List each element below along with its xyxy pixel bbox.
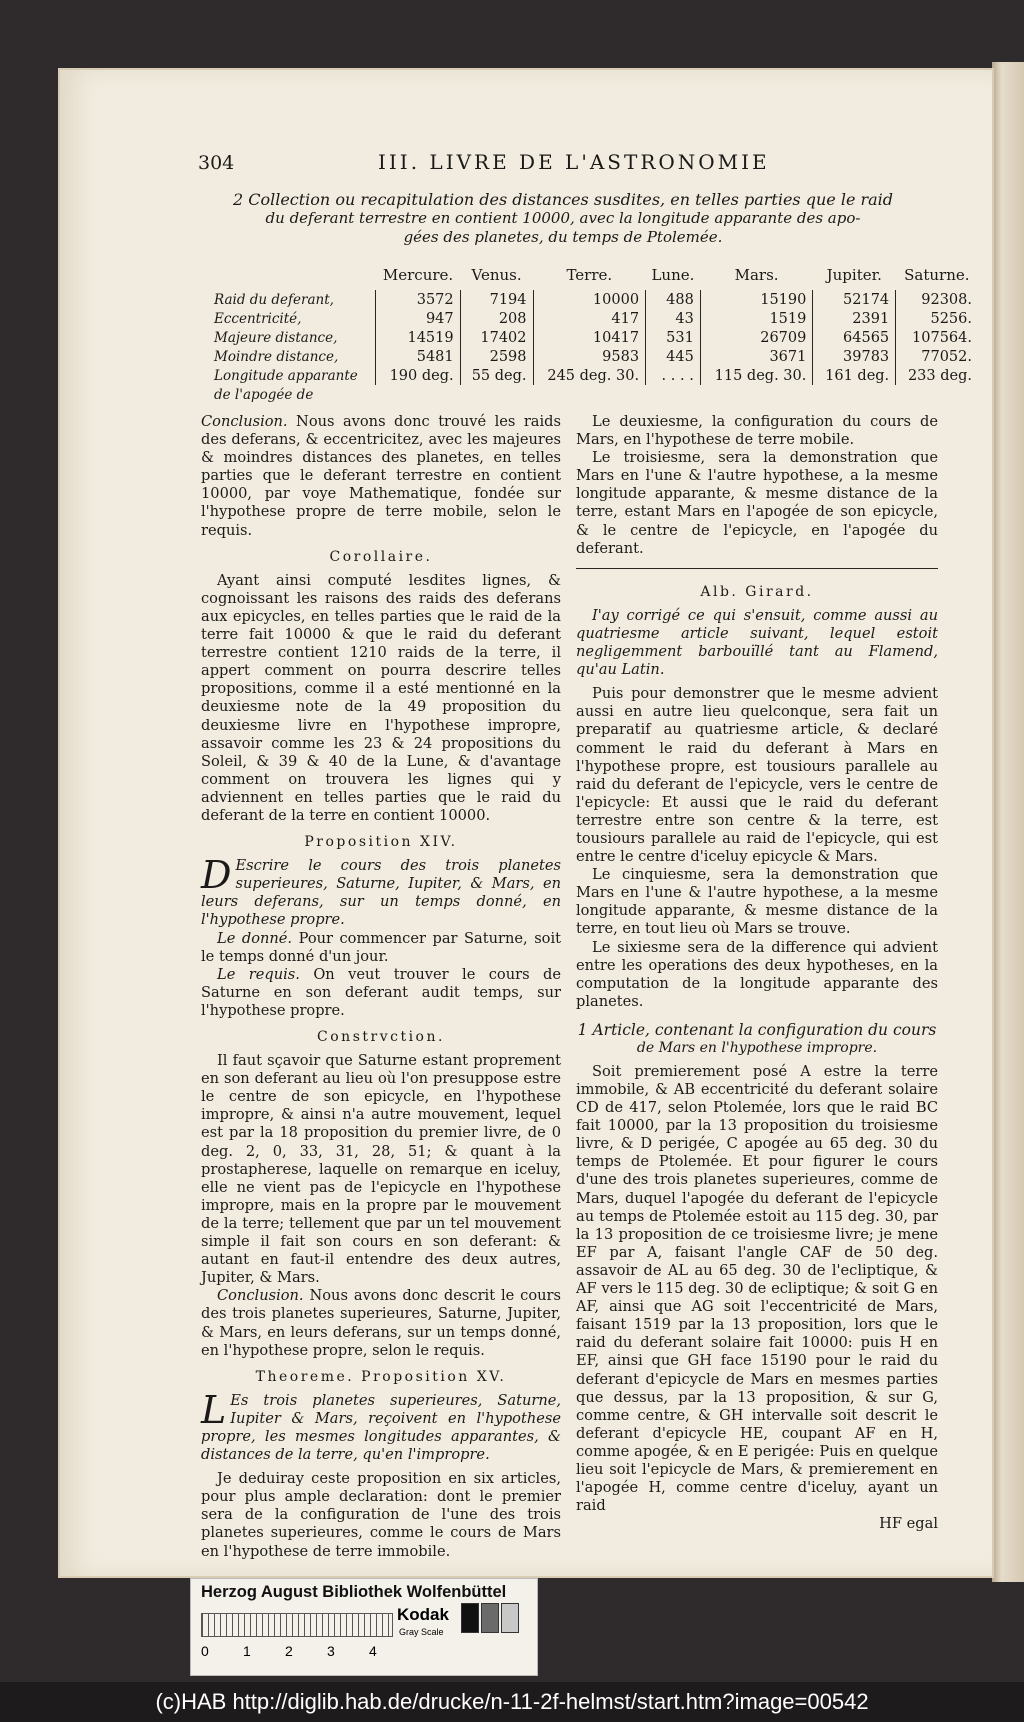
source-url: (c)HAB http://diglib.hab.de/drucke/n-11-2f-helmst/start.htm?image=00542 <box>0 1682 1024 1722</box>
table-row <box>208 290 978 309</box>
book-page <box>58 68 994 1578</box>
deuxiesme-paragraph: Le deuxiesme, la configuration du cours de Mars, en l'hypothese de terre mobile. <box>576 413 938 449</box>
drop-cap: L <box>201 1387 227 1432</box>
table-cell: 14519 <box>376 328 460 347</box>
page-number: 304 <box>198 152 235 174</box>
table-cell: 43 <box>646 309 701 328</box>
table-cell: 208 <box>460 309 533 328</box>
distance-table-header <box>208 266 978 290</box>
drop-cap: D <box>201 853 232 898</box>
table-cell: 52174 <box>813 290 896 309</box>
ruler-number: 1 <box>243 1643 251 1659</box>
table-cell: 3671 <box>700 347 813 366</box>
table-cell: 245 deg. 30. <box>533 366 646 385</box>
column-header: Terre. <box>566 266 613 284</box>
table-cell: 947 <box>376 309 460 328</box>
table-row <box>208 309 978 328</box>
table-corner <box>208 266 376 290</box>
row-label: Eccentricité, <box>214 310 302 327</box>
column-header: Saturne. <box>904 266 970 284</box>
construction-heading: Constrvction. <box>317 1029 445 1045</box>
girard-note: I'ay corrigé ce qui s'ensuit, comme aussi au quatriesme article suivant, lequel estoit negligemment barbouïllé tant au Flamend, qu'au Latin. <box>576 606 938 679</box>
girard-heading: Alb. Girard. <box>700 583 814 600</box>
table-cell: 1519 <box>700 309 813 328</box>
table-cell: 417 <box>533 309 646 328</box>
table-cell: 7194 <box>460 290 533 309</box>
proposition-xiv-text: Escrire le cours des trois planetes superieures, Saturne, Iupiter, & Mars, en leurs deferans, sur un temps donné, en l'hypothese propre. <box>201 857 561 929</box>
table-caption-line-2: du deferant terrestre en contient 10000, avec la longitude apparante des apo- <box>265 209 861 227</box>
library-name: Herzog August Bibliothek Wolfenbüttel <box>201 1583 507 1601</box>
table-cell: 161 deg. <box>813 366 896 385</box>
running-head: III. LIVRE DE L'ASTRONOMIE <box>378 150 770 174</box>
theoreme-heading: Theoreme. Proposition XV. <box>255 1368 507 1385</box>
proposition-xiv-statement <box>201 853 561 929</box>
ruler-number: 2 <box>285 1643 293 1659</box>
row-label: Raid du deferant, <box>214 291 334 308</box>
conclusion-paragraph <box>201 413 561 540</box>
table-caption-line-3: gées des planetes, du temps de Ptolemée. <box>403 228 723 246</box>
requis-text: On veut trouver le cours de Saturne en son deferant audit temps, sur l'hypothese propre. <box>201 965 561 1019</box>
gray-scale-label: Gray Scale <box>399 1627 444 1637</box>
conclusion-label: Conclusion. <box>201 413 288 430</box>
table-cell: 5256. <box>896 309 978 328</box>
table-caption <box>228 190 898 247</box>
conclusion-text: Nous avons donc trouvé les raids des deferans, & eccentricitez, avec les majeures & moindres distances des planetes, en telles parties que le deferant terrestre en contient 10000, par voye Mathematique, fondée sur l'hypothese propre de terre mobile, selon le requis. <box>201 413 561 539</box>
table-cell: 488 <box>646 290 701 309</box>
column-header: Jupiter. <box>826 266 882 284</box>
requis-label: Le requis. <box>217 965 300 983</box>
conclusion-2-paragraph <box>201 1287 561 1359</box>
table-row <box>208 385 978 404</box>
table-cell: 17402 <box>460 328 533 347</box>
scale-ruler <box>201 1613 393 1637</box>
donne-label: Le donné. <box>217 929 293 947</box>
row-label: Longitude apparante <box>214 367 358 384</box>
catchword: HF egal <box>879 1515 938 1533</box>
ruler-number: 0 <box>201 1643 209 1659</box>
construction-text: Il faut sçavoir que Saturne estant proprement en son deferant au lieu où l'on presuppose estre le centre de son epicycle, en l'hypothese impropre, & ainsi n'a autre mouvement, lequel est par la 18 proposition du premier livre, de 0 deg. 2, 0, 33, 31, 28, 51; & quant à la prostapherese, laquelle on remarque en iceluy, elle ne vient pas de l'epicycle en l'hypothese impropre, mais en la propre par le mouvement de la terre; tellement que par un tel mouvement simple il fait son cours en son deferant: & autant en faut-il entendre des deux autres, Jupiter, & Mars. <box>201 1052 561 1287</box>
table-row <box>208 328 978 347</box>
table-cell: 190 deg. <box>376 366 460 385</box>
column-header: Mars. <box>734 266 779 284</box>
kodak-logo: Kodak <box>397 1605 449 1624</box>
table-cell: 10000 <box>533 290 646 309</box>
color-target-card <box>190 1578 538 1676</box>
table-cell: 5481 <box>376 347 460 366</box>
table-cell: 107564. <box>896 328 978 347</box>
table-cell: 233 deg. <box>896 366 978 385</box>
preparatif-paragraph: Puis pour demonstrer que le mesme advient aussi en autre lieu quelconque, sera fait un preparatif au quatriesme article, & declaré comment le raid du deferant à Mars en l'hypothese propre, est tousiours parallele au raid du deferant de l'epicycle, vers le centre de l'epicycle: Et aussi que le raid du deferant terrestre entre son centre & la terre, est tousiours parallele au raid de l'epicycle, qui est entre le centre d'iceluy epicycle & Mars. <box>576 685 938 866</box>
article-1-title-line: 1 Article, contenant la configuration du cours <box>577 1020 937 1039</box>
table-cell: 9583 <box>533 347 646 366</box>
row-label: Moindre distance, <box>214 348 339 365</box>
facing-page-edge <box>992 62 1024 1582</box>
corollaire-heading: Corollaire. <box>329 548 433 565</box>
row-label-continuation: de l'apogée de <box>214 386 314 403</box>
cinquiesme-paragraph: Le cinquiesme, sera la demonstration que Mars en l'une & l'autre hypothese, a la mesme longitude apparante, & mesme distance de la terre, en tout lieu où Mars se trouve. <box>576 866 938 938</box>
table-cell: 55 deg. <box>460 366 533 385</box>
ruler-number: 4 <box>369 1643 377 1659</box>
table-cell: 39783 <box>813 347 896 366</box>
column-header: Venus. <box>471 266 522 284</box>
column-header: Mercure. <box>382 266 454 284</box>
six-articles-paragraph: Je deduiray ceste proposition en six articles, pour plus ample declaration: dont le premier sera de la configuration de l'une des trois planetes superieures, comme le cours de Mars en l'hypothese de terre immobile. <box>201 1470 561 1560</box>
table-cell: 2598 <box>460 347 533 366</box>
corollaire-text: Ayant ainsi computé lesdites lignes, & cognoissant les raisons des raids des deferans aux epicycles, en telles parties que le raid de la terre fait 10000 & que le raid du deferant terrestre contient 1210 raids de la terre, il appert comment on pourra descrire telles propositions, comme il a esté mentionné en la deuxiesme note de la 49 proposition du deuxiesme livre en l'hypothese impropre, assavoir comme les 23 & 24 propositions du Soleil, & 39 & 40 de la Lune, & d'avantage comment on trouvera les lignes qui y adviennent en telles parties que le raid du deferant de la terre en contient 10000. <box>201 571 561 824</box>
conclusion-2-label: Conclusion. <box>217 1287 304 1305</box>
table-cell: 3572 <box>376 290 460 309</box>
article-1-subtitle: de Mars en l'hypothese impropre. <box>636 1039 878 1056</box>
table-cell: 92308. <box>896 290 978 309</box>
soit-paragraph: Soit premierement posé A estre la terre immobile, & AB eccentricité du deferant solaire CD de 417, selon Ptolemée, lors que le raid BC fait 10000, par la 13 proposition du troisiesme livre, & D perigée, C apogée au 65 deg. 30 du temps de Ptolemée. Et pour figurer le cours d'une des trois planetes superieures, comme de Mars, duquel l'apogée du deferant de l'epicycle au temps de Ptolemée estoit au 115 deg. 30, par la 13 proposition de ce troisiesme livre; je mene EF par A, faisant l'angle CAF de 50 deg. assavoir de AL au 65 deg. 30 de l'ecliptique, & AF vers le 115 deg. 30 de ecliptique; & soit G en AF, ainsi que AG soit l'eccentricité de Mars, faisant 1519 par la 13 proposition, lors que le raid du deferant solaire fait 10000: puis H en EF, ainsi que GH face 15190 pour le raid du deferant d'epicycle de Mars en mesmes parties que dessus, par la 13 proposition, & sur G, comme centre, & GH intervalle soit descrit le deferant d'epicycle HE, coupant AF en H, comme apogée, & en E perigée: Puis en quelque lieu soit l'epicycle de Mars, & premierement en l'apogée H, comme centre d'iceluy, ayant un raid <box>576 1062 938 1515</box>
sixiesme-paragraph: Le sixiesme sera de la difference qui advient entre les operations des deux hypotheses, en la computation de la longitude apparante des planetes. <box>576 938 938 1010</box>
table-cell: 2391 <box>813 309 896 328</box>
donne-text: Pour commencer par Saturne, soit le temps donné d'un jour. <box>201 929 561 965</box>
table-row <box>208 366 978 385</box>
table-cell: . . . . <box>646 366 701 385</box>
table-cell: 77052. <box>896 347 978 366</box>
requis-paragraph <box>201 966 561 1020</box>
table-cell: 115 deg. 30. <box>700 366 813 385</box>
ruler-number: 3 <box>327 1643 335 1659</box>
gray-swatch-light <box>501 1603 519 1633</box>
distance-table <box>208 266 978 404</box>
gray-swatch-black <box>461 1603 479 1633</box>
left-column <box>201 413 561 1561</box>
troisiesme-paragraph: Le troisiesme, sera la demonstration que Mars en l'une & l'autre hypothese, a la mesme longitude apparante, & mesme distance de la terre, estant Mars en l'apogée de son epicycle, & le centre de l'epicycle, en l'apogée du deferant. <box>576 449 938 557</box>
conclusion-2-text: Nous avons donc descrit le cours des trois planetes superieures, Saturne, Jupiter, & Mars, en leurs deferans, sur un temps donné, en l'hypothese propre, selon le requis. <box>201 1287 561 1359</box>
table-cell: 15190 <box>700 290 813 309</box>
theoreme-statement <box>201 1387 561 1464</box>
table-cell: 26709 <box>700 328 813 347</box>
table-cell: 531 <box>646 328 701 347</box>
table-caption-line-1: 2 Collection ou recapitulation des distances susdites, en telles parties que le raid <box>232 190 894 209</box>
table-cell: 445 <box>646 347 701 366</box>
table-row <box>208 347 978 366</box>
horizontal-rule <box>576 568 938 569</box>
right-column <box>576 413 938 1533</box>
table-spacer <box>376 385 978 404</box>
table-cell: 64565 <box>813 328 896 347</box>
table-cell: 10417 <box>533 328 646 347</box>
column-header: Lune. <box>651 266 695 284</box>
article-1-title <box>576 1021 938 1057</box>
proposition-xiv-heading: Proposition XIV. <box>304 834 458 851</box>
row-label: Majeure distance, <box>214 329 338 346</box>
donne-paragraph <box>201 930 561 966</box>
gray-swatch-mid <box>481 1603 499 1633</box>
theoreme-text: Es trois planetes superieures, Saturne, Iupiter & Mars, reçoivent en l'hypothese propre, les mesmes longitudes apparantes, & distances de la terre, qu'en l'impropre. <box>201 1391 561 1464</box>
